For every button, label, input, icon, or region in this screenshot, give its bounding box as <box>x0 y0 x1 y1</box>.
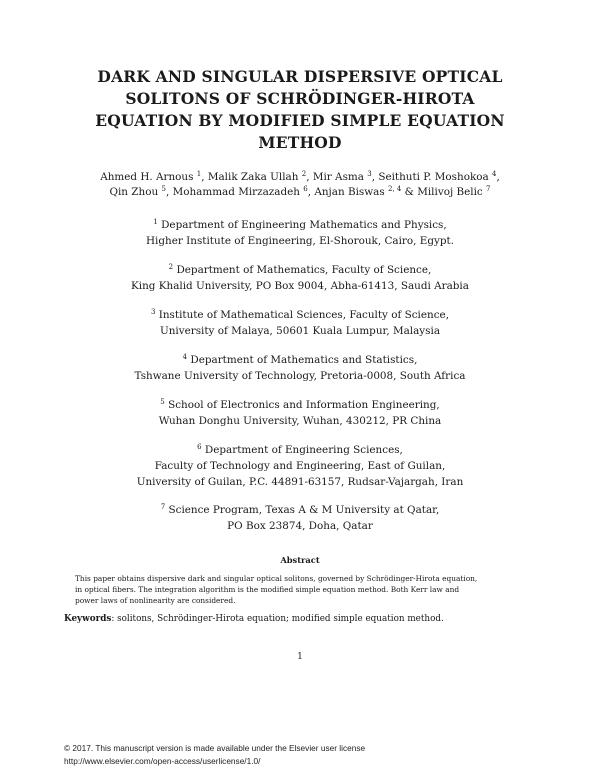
author-separator: , <box>496 171 500 183</box>
keywords-text: : solitons, Schrödinger-Hirota equation; modified simple equation method. <box>111 614 444 624</box>
affiliation-line: Higher Institute of Engineering, El-Shorouk, Cairo, Egypt. <box>146 235 454 247</box>
affiliation-line: Department of Mathematics and Statistics, <box>190 354 418 366</box>
affiliation-3 <box>30 307 570 339</box>
license-footer <box>64 742 365 768</box>
author-separator: , <box>201 171 208 183</box>
affiliation-line: Wuhan Donghu University, Wuhan, 430212, PR China <box>158 415 442 427</box>
author-name: Seithuti P. Moshokoa <box>378 171 489 183</box>
license-url[interactable]: http://www.elsevier.com/open-access/userlicense/1.0/ <box>64 756 261 766</box>
affiliation-number: 2 <box>168 263 174 271</box>
author-list <box>30 170 570 200</box>
author-affil-mark: 2 <box>301 170 307 178</box>
affiliation-line: King Khalid University, PO Box 9004, Abha-61413, Saudi Arabia <box>131 280 469 292</box>
author-name: Qin Zhou <box>109 186 159 198</box>
abstract-line: in optical fibers. The integration algorithm is the modified simple equation method. Both Kerr law and <box>75 585 460 594</box>
title-line: DARK AND SINGULAR DISPERSIVE OPTICAL <box>97 67 503 86</box>
affiliation-line: Science Program, Texas A & M University at Qatar, <box>168 504 440 516</box>
affiliation-line: Department of Engineering Sciences, <box>204 444 403 456</box>
affiliation-line: Institute of Mathematical Sciences, Faculty of Science, <box>158 309 449 321</box>
author-affil-mark: 2, 4 <box>388 185 402 193</box>
author-name: Mir Asma <box>312 171 364 183</box>
author-affil-mark: 1 <box>196 170 202 178</box>
affiliation-7 <box>30 502 570 534</box>
affiliation-number: 4 <box>182 353 188 361</box>
affiliation-number: 1 <box>153 218 158 226</box>
affiliation-line: University of Malaya, 50601 Kuala Lumpur, Malaysia <box>159 325 441 337</box>
affiliation-line: Faculty of Technology and Engineering, East of Guilan, <box>154 460 446 472</box>
abstract-heading: Abstract <box>280 555 320 565</box>
title-line: METHOD <box>258 133 342 152</box>
keywords-label: Keywords <box>64 614 112 624</box>
keywords <box>64 614 560 624</box>
license-text: © 2017. This manuscript version is made available under the Elsevier user license <box>64 743 366 753</box>
abstract-line: power laws of nonlinearity are considered. <box>75 596 236 605</box>
affiliation-line: PO Box 23874, Doha, Qatar <box>227 520 373 532</box>
author-separator: & <box>401 186 418 198</box>
author-affil-mark: 5 <box>161 185 166 193</box>
author-name: Mohammad Mirzazadeh <box>172 186 300 198</box>
author-affil-mark: 3 <box>367 170 372 178</box>
author-affil-mark: 6 <box>303 185 308 193</box>
affiliation-line: Tshwane University of Technology, Pretoria-0008, South Africa <box>134 370 466 382</box>
affiliation-number: 6 <box>197 443 202 451</box>
affiliation-5 <box>30 397 570 429</box>
title-line: EQUATION BY MODIFIED SIMPLE EQUATION <box>95 111 505 130</box>
author-separator: , <box>165 186 173 198</box>
author-affil-mark: 7 <box>486 185 491 193</box>
paper-title <box>40 66 560 154</box>
affiliation-1 <box>30 217 570 249</box>
affiliation-2 <box>30 262 570 294</box>
affiliation-line: School of Electronics and Information Engineering, <box>168 399 440 411</box>
author-line <box>30 185 570 200</box>
affiliation-line: University of Guilan, P.C. 44891-63157, Rudsar-Vajargah, Iran <box>136 476 464 488</box>
author-affil-mark: 4 <box>492 170 497 178</box>
author-name: Milivoj Belic <box>417 186 483 198</box>
affiliation-number: 7 <box>160 503 166 511</box>
author-name: Anjan Biswas <box>314 186 385 198</box>
affiliation-line: Department of Engineering Mathematics and Physics, <box>161 219 447 231</box>
affiliation-number: 5 <box>160 398 165 406</box>
page-number: 1 <box>297 652 303 662</box>
affiliation-number: 3 <box>150 308 156 316</box>
affiliation-4 <box>30 352 570 384</box>
author-name: Malik Zaka Ullah <box>207 171 299 183</box>
title-line: SOLITONS OF SCHRÖDINGER-HIROTA <box>125 89 475 108</box>
author-separator: , <box>371 171 379 183</box>
abstract-line: This paper obtains dispersive dark and singular optical solitons, governed by Schrödinger-Hirota equation, <box>75 574 478 583</box>
author-line <box>30 170 570 185</box>
author-separator: , <box>307 186 315 198</box>
author-separator: , <box>306 171 313 183</box>
affiliation-6 <box>30 442 570 490</box>
affiliation-line: Department of Mathematics, Faculty of Science, <box>176 264 432 276</box>
abstract-body <box>75 573 490 606</box>
author-name: Ahmed H. Arnous <box>100 171 194 183</box>
